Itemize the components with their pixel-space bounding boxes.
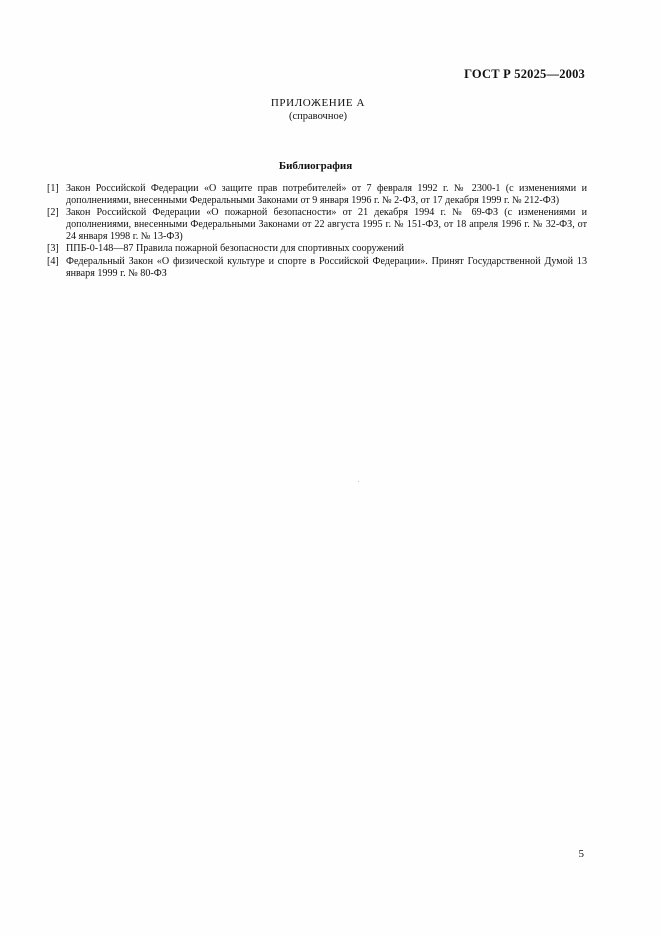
page-number: 5 xyxy=(578,848,584,860)
bibliography-entry-number: [4] xyxy=(47,255,59,267)
bibliography-entry-number: [1] xyxy=(47,183,59,194)
bibliography-entry-number: [3] xyxy=(47,243,59,255)
appendix-heading xyxy=(0,97,661,123)
bibliography-entry-text: ППБ-0-148—87 Правила пожарной безопасности для спортивных сооружений xyxy=(66,243,404,255)
bibliography-entry xyxy=(47,256,587,280)
bibliography-entry xyxy=(47,243,587,255)
bibliography-entry-text: Федеральный Закон «О физической культуре и спорте в Российской Федерации». Принят Государственной Думой 13 января 1999 г. № 80-ФЗ xyxy=(66,255,587,279)
document-code: ГОСТ Р 52025—2003 xyxy=(464,67,585,81)
bibliography-entry-text: Закон Российской Федерации «О пожарной безопасности» от 21 декабря 1994 г. № 69-ФЗ (с изменениями и дополнениями, внесенными Федеральными Законами от 22 августа 1995 г. № 151-ФЗ, от 18 апреля 1996 г. № 32-ФЗ, от 24 января 1998 г. № 13-ФЗ) xyxy=(66,207,587,243)
bibliography-entry xyxy=(47,183,587,207)
appendix-title: ПРИЛОЖЕНИЕ А xyxy=(270,97,366,109)
bibliography-entry xyxy=(47,207,587,243)
bibliography-entry-number: [2] xyxy=(47,207,59,219)
appendix-subtitle: (справочное) xyxy=(289,111,347,122)
bibliography-heading: Библиография xyxy=(278,160,353,172)
bibliography-entry-text: Закон Российской Федерации «О защите прав потребителей» от 7 февраля 1992 г. № 2300-1 (с изменениями и дополнениями, внесенными Федеральными Законами от 9 января 1996 г. № 2-ФЗ, от 17 декабря 1999 г. № 212-ФЗ) xyxy=(66,183,587,207)
scan-speck xyxy=(358,481,359,482)
bibliography-list xyxy=(47,183,587,280)
